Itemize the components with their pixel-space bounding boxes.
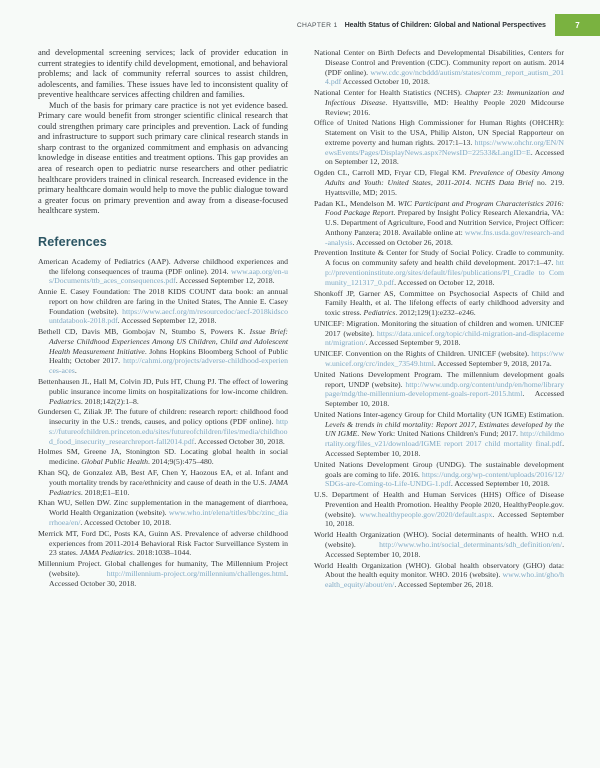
reference-url-link[interactable]: https://futureofchildren.princeton.edu/sites/futureofchildren/files/media/childhood_food_insecurity_researchreport-fall2014.pdf [49, 417, 288, 446]
reference-url-link[interactable]: www.aap.org/en-us/Documents/ttb_aces_consequences.pdf [49, 266, 288, 286]
reference-text: . Accessed September 10, 2018. [450, 479, 550, 489]
reference-entry [314, 319, 564, 348]
reference-title-italic: Prevalence of Obesity Among Adults and Youth: United States, 2011-2014. NCHS Data Brief [325, 168, 564, 188]
reference-text: Shonkoff JP, Garner AS, Committee on Psychosocial Aspects of Child and Family Health, et al. The lifelong effects of early childhood adversity and toxic stress. [314, 288, 564, 318]
reference-text: Millennium Project. Global challenges for humanity, The Millennium Project (website). [38, 559, 288, 578]
reference-url-link[interactable]: http://childmortality.org/files_v21/download/IGME report 2017 child mortality final.pdf [325, 429, 564, 449]
reference-text: . Accessed September 10, 2018. [325, 539, 564, 559]
reference-entry [314, 460, 564, 489]
reference-url-link[interactable]: http://www.who.int/social_determinants/sdh_definition/en/ [379, 539, 563, 549]
reference-text: . Accessed September 10, 2018. [325, 389, 564, 409]
reference-title-italic: Global Public Health [81, 457, 149, 467]
left-column [38, 48, 288, 591]
reference-text: United Nations Development Program. The millennium development goals report, UNDP (website). [314, 369, 564, 389]
reference-entry [314, 199, 564, 248]
reference-url-link[interactable]: https://undg.org/wp-content/uploads/2016/12/SDGs-are-Coming-to-Life-UNDG-1.pdf [325, 469, 564, 489]
reference-text: . Accessed September 12, 2018. [175, 276, 275, 286]
reference-url-link[interactable]: http://www.undp.org/content/undp/en/home/librarypage/mdg/the-millennium-development-goals-report-2015.html [325, 379, 564, 399]
reference-text: Khan SQ, de Gonzalez AB, Best AF, Chen Y, Haozous EA, et al. Infant and youth mortality trends by race/ethnicity and cause of death in the U.S. [38, 468, 288, 487]
reference-text: Annie E. Casey Foundation: The 2018 KIDS COUNT data book: an annual report on how children are faring in the United States, The Annie E. Casey Foundation (website). [38, 287, 288, 316]
reference-text: . Accessed on October 26, 2018. [352, 237, 453, 247]
reference-text: American Academy of Pediatrics (AAP). Adverse childhood experiences and the lifelong consequences of trauma (PDF online). 2014. [38, 256, 288, 276]
reference-text: . New York: United Nations Children's Fund; 2017. [357, 429, 521, 439]
reference-text: . Accessed October 10, 2018. [80, 517, 172, 527]
reference-entry [38, 447, 288, 467]
reference-title-italic: JAMA Pediatrics [49, 477, 288, 497]
reference-text: . [74, 366, 77, 376]
reference-url-link[interactable]: https://data.unicef.org/topic/child-migration-and-displacement/migration/ [325, 328, 564, 348]
reference-text: Khan WU, Sellen DW. Zinc supplementation in the management of diarrhoea, World Health Organization (website). [38, 498, 288, 518]
reference-text: . 2018;E1–E10. [80, 487, 130, 497]
reference-text: United Nations Development Group (UNDG). The sustainable development goals are coming to life. 2016. [314, 459, 564, 479]
references-heading: References [38, 234, 107, 249]
reference-title-italic: Pediatrics [49, 396, 81, 406]
reference-list-right [314, 48, 564, 590]
reference-title-italic: JAMA Pediatrics [79, 548, 133, 558]
reference-text: National Center on Birth Defects and Developmental Disabilities, Centers for Disease Control and Prevention (CDC). Community report on autism. 2014 (PDF online). [314, 48, 564, 77]
reference-title-italic: Issue Brief: Adverse Childhood Experiences Among US Children, Child and Adolescent Health Measurement Initiative [49, 327, 288, 356]
reference-text: . 2014;9(5):475–480. [148, 457, 214, 467]
reference-entry [314, 561, 564, 590]
reference-entry [314, 88, 564, 117]
running-header [0, 14, 600, 36]
reference-url-link[interactable]: www.who.int/gho/health_equity/about/en/ [325, 570, 564, 590]
reference-text: Gundersen C, Ziliak JP. The future of children: research report: childhood food insecurity in the U.S.: trends, causes, and policy options (PDF online). [38, 407, 288, 427]
reference-url-link[interactable]: www.who.int/elena/titles/bbc/zinc_diarrhoea/en/ [49, 508, 288, 527]
reference-text: Bethell CD, Davis MB, Gombojav N, Stumbo S, Powers K. [38, 327, 250, 337]
reference-text: Merrick MT, Ford DC, Posts KA, Guinn AS. Prevalence of adverse childhood experiences from 2011-2014 Behavioral Risk Factor Surveillance System in 23 states. [38, 528, 288, 558]
reference-text: . 2012;129(1):e232–e246. [395, 308, 476, 318]
body-paragraph: and developmental screening services; lack of provider education in current strategies to identify child development, emotional, and behavioral problems; and lack of community referral sources to assist children, adolescents, and families. These issues have led to inconsistent quality of preventive healthcare services affecting children and families. [38, 48, 288, 100]
reference-text: Prevention Institute & Center for Study of Social Policy. Cradle to community. A focus on community safety and health child development. 2017:1–47. [314, 248, 564, 268]
reference-entry [314, 48, 564, 87]
reference-entry [314, 530, 564, 559]
reference-text: . Accessed September 9, 2018. [365, 338, 461, 348]
reference-entry [38, 529, 288, 558]
reference-text: . Accessed September 12, 2018. [117, 316, 217, 326]
reference-text: UNICEF: Migration. Monitoring the situation of children and women. UNICEF 2017 (website). [314, 318, 564, 338]
reference-entry [314, 490, 564, 529]
reference-text: . Accessed on October 12, 2018. [394, 277, 495, 287]
reference-text: National Center for Health Statistics (NCHS). [314, 88, 465, 98]
reference-url-link[interactable]: http://millennium-project.org/millennium/challenges.html [106, 568, 287, 578]
reference-entry [314, 410, 564, 459]
reference-text: Bettenhausen JL, Hall M, Colvin JD, Puls HT, Chung PJ. The effect of lowering public insurance income limits on hospitalizations for low-income children. [38, 377, 288, 396]
reference-text: Office of United Nations High Commissioner for Human Rights (OHCHR): Statement on Visit to the USA, Philip Alston, UN Special Rapporteur on extreme poverty and human rights. 2017:1–13. [314, 118, 564, 147]
reference-entry [314, 118, 564, 167]
right-column [314, 48, 564, 591]
reference-text: . Accessed October 30, 2018. [194, 436, 285, 446]
reference-title-italic: Chapter 23: Immunization and Infectious Disease [325, 88, 564, 107]
reference-text: . Accessed September 10, 2018. [325, 439, 564, 458]
reference-text: . Prepared by Insight Policy Research Alexandria, VA: U.S. Department of Agriculture, Food and Nutrition Service, Project Officer: Anthony Panzera; 2018. Available online at: [325, 208, 564, 237]
reference-entry [38, 377, 288, 406]
reference-url-link[interactable]: www.fns.usda.gov/research-and-analysis [325, 227, 564, 247]
reference-url-link[interactable]: https://www.ohchr.org/EN/NewsEvents/Pages/DisplayNews.aspx?NewsID=22533&LangID=E [325, 137, 564, 157]
reference-entry [314, 168, 564, 197]
body-paragraph: Much of the basis for primary care practice is not yet evidence based. Primary care would benefit from stronger scientific clinical research that could strengthen primary care principles and prevention. Lack of funding and infrastructure to support such primary care clinical research stands in sharp contrast to the organized commitment and emphasis on advancing knowledge in disease entities and treatment options. This gap provides an area of research open to pediatric nurse researchers and other pediatric healthcare providers trained in clinical research. Increased evidence in the primary healthcare domain would help to move the public dialogue toward a greater focus on primary prevention and away from a disease-focused healthcare system. [38, 100, 288, 216]
reference-url-link[interactable]: http://cahmi.org/projects/adverse-childhood-experiences-aces [49, 356, 288, 376]
reference-entry [38, 407, 288, 446]
chapter-label: CHAPTER 1 [296, 21, 338, 29]
reference-text: . Accessed September 9, 2018, 2017a. [433, 359, 552, 368]
reference-entry [314, 248, 564, 287]
reference-text: UNICEF. Convention on the Rights of Children. UNICEF (website). [314, 349, 532, 359]
reference-url-link[interactable]: www.cdc.gov/ncbddd/autism/states/comm_report_autism_2014.pdf [325, 67, 564, 87]
reference-entry [314, 349, 564, 369]
reference-entry [38, 327, 288, 376]
reference-text: . Accessed September 26, 2018. [394, 580, 494, 590]
reference-url-link[interactable]: http://preventioninstitute.org/sites/default/files/publications/PI_Cradle to Community_121317_0.pdf [325, 258, 564, 287]
reference-title-italic: WIC Participant and Program Characteristics 2016: Food Package Report [325, 198, 564, 218]
reference-entry [38, 498, 288, 527]
reference-text: Padan KL, Mendelson M. [314, 198, 398, 208]
reference-url-link[interactable]: https://www.unicef.org/crc/index_73549.html [325, 349, 564, 368]
reference-text: U.S. Department of Health and Human Services (HHS) Office of Disease Prevention and Health Promotion. Healthy People 2020, HealthyPeople.gov. (website). [314, 490, 564, 519]
reference-text: Holmes SM, Greene JA, Stonington SD. Locating global health in social medicine. [38, 447, 288, 467]
reference-text: . Accessed September 10, 2018. [325, 509, 564, 529]
reference-title-italic: Levels & trends in child mortality: Report 2017, Estimates developed by the UN IGME [325, 419, 564, 439]
reference-text: . Accessed October 30, 2018. [49, 568, 288, 588]
page-number: 7 [575, 20, 580, 30]
reference-text: World Health Organization (WHO). Social determinants of health. WHO n.d.(website). [314, 530, 564, 549]
reference-entry [38, 559, 288, 588]
reference-text: . 2018;142(2):1–8. [80, 396, 139, 406]
reference-list-left [38, 257, 288, 589]
reference-text: World Health Organization (WHO). Global health observatory (GHO) data: About the health equity monitor. WHO. 2016 (website). [314, 560, 564, 580]
reference-title-italic: Pediatrics [363, 308, 396, 318]
reference-entry [38, 287, 288, 326]
reference-url-link[interactable]: www.healthypeople.gov/2020/default.aspx [359, 509, 493, 519]
reference-entry [314, 289, 564, 318]
reference-url-link[interactable]: https://www.aecf.org/m/resourcedoc/aecf-2018kidscountdatabook-2018.pdf [49, 306, 288, 326]
reference-entry [38, 468, 288, 497]
reference-text: . Hyattsville, MD: Healthy People 2020 Midcourse Review; 2016. [325, 97, 564, 117]
reference-text: . Accessed on September 12, 2018. [325, 147, 564, 167]
reference-text: . 2018:1038–1044. [132, 548, 192, 558]
page-number-badge [555, 14, 600, 36]
reference-text: . Johns Hopkins Bloomberg School of Public Health; October 2017. [49, 346, 288, 366]
two-column-layout [38, 48, 567, 591]
chapter-title: Health Status of Children: Global and National Perspectives [344, 21, 546, 29]
reference-text: no. 219. Hyattsville, MD; 2015. [325, 178, 565, 197]
reference-text: United Nations Inter-agency Group for Child Mortality (UN IGME) Estimation. [314, 409, 564, 419]
reference-text: Accessed October 10, 2018. [341, 77, 430, 87]
reference-text: Ogden CL, Carroll MD, Fryar CD, Flegal KM. [314, 168, 470, 178]
reference-entry [314, 370, 564, 409]
reference-entry [38, 257, 288, 286]
